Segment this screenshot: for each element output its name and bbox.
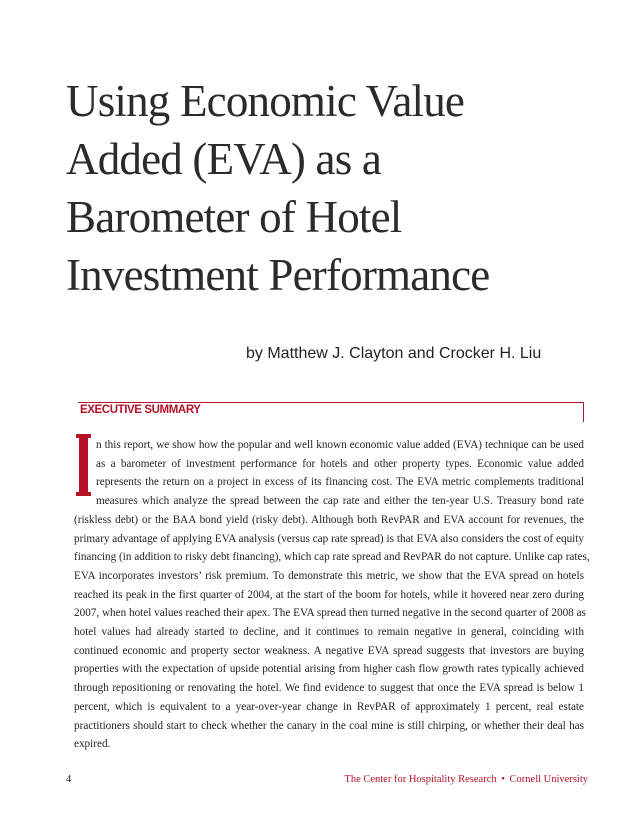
summary-line: n this report, we show how the popular and well known economic value added (EVA) technique can be used — [96, 439, 584, 451]
summary-line: (riskless debt) or the BAA bond yield (risky debt). Although both RevPAR and EVA account for revenues, the — [74, 513, 584, 526]
summary-line: as a barometer of investment performance for hotels and other property types. Economic value added — [96, 457, 584, 470]
footer-credit — [344, 774, 588, 785]
summary-line: through repositioning or renovating the hotel. We find evidence to suggest that once the EVA spread is below 1 — [74, 682, 584, 695]
summary-line: primary advantage of applying EVA analysis (versus cap rate spread) is that EVA also considers the cost of equity — [74, 532, 584, 545]
document-title — [66, 72, 606, 304]
title-line: Investment Performance — [66, 250, 490, 300]
summary-line: hotel values had already started to decline, and it continues to remain negative in general, coinciding with — [74, 626, 584, 639]
summary-line: EVA incorporates investors’ risk premium. To demonstrate this metric, we show that the EVA spread on hotels — [74, 569, 584, 582]
summary-line: measures which analyze the spread between the cap rate and either the ten-year U.S. Treasury bond rate — [96, 495, 584, 508]
summary-line: reached its peak in the first quarter of 2004, at the start of the boom for hotels, while it hovered near zero during — [74, 588, 584, 601]
summary-line: represents the return on a project in excess of its financing cost. The EVA metric complements traditional — [96, 476, 584, 489]
footer-bullet: • — [501, 774, 505, 785]
executive-summary — [74, 436, 590, 754]
summary-line: percent, which is equivalent to a year-over-year change in RevPAR of approximately 1 percent, real estate — [74, 700, 584, 713]
page-number: 4 — [66, 774, 72, 785]
title-line: Using Economic Value — [66, 76, 465, 126]
summary-line: financing (in addition to risky debt financing), which cap rate spread and RevPAR do not capture. Unlike cap rates, — [74, 551, 590, 564]
footer-publisher: The Center for Hospitality Research — [344, 774, 497, 785]
summary-line: continued economic and property sector weakness. A negative EVA spread suggests that investors are buying — [74, 644, 584, 657]
summary-line: practitioners should start to check whether the canary in the coal mine is still chirping, or whether their deal has — [74, 719, 584, 732]
summary-line: properties with the expectation of upside potential arising from higher cash flow growth rates typically achieved — [74, 663, 584, 676]
title-line: Barometer of Hotel — [66, 192, 402, 242]
section-rule-right — [583, 402, 584, 422]
summary-line: 2007, when hotel values reached their apex. The EVA spread then turned negative in the second quarter of 2008 as — [74, 607, 586, 620]
author-byline: by Matthew J. Clayton and Crocker H. Liu — [246, 345, 542, 362]
section-label: EXECUTIVE SUMMARY — [80, 404, 201, 416]
section-rule-top — [78, 402, 584, 403]
summary-line: expired. — [74, 738, 111, 751]
title-line: Added (EVA) as a — [66, 134, 382, 184]
footer-university: Cornell University — [509, 774, 588, 785]
